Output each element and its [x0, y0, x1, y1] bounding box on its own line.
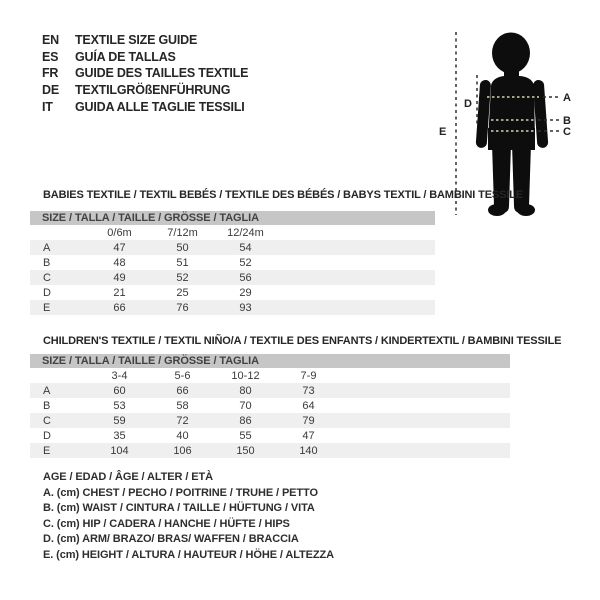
cell-value: 52	[239, 256, 252, 269]
row-label: A	[43, 384, 51, 397]
cell-value: 64	[302, 399, 315, 412]
row-label: C	[43, 271, 51, 284]
figure-label-d: D	[464, 98, 472, 110]
cell-value: 60	[113, 384, 126, 397]
table-row	[30, 398, 510, 413]
column-header: 3-4	[111, 369, 128, 382]
table-row	[30, 300, 435, 315]
lang-code: DE	[42, 83, 59, 98]
lang-row-en	[42, 32, 248, 49]
children-size-header-bar: SIZE / TALLA / TAILLE / GRÖSSE / TAGLIA	[30, 354, 510, 368]
row-label: E	[43, 444, 51, 457]
cell-value: 79	[302, 414, 315, 427]
children-size-table	[30, 354, 510, 458]
lang-label: GUÍA DE TALLAS	[75, 49, 176, 64]
cell-value: 25	[176, 286, 189, 299]
babies-column-header-row	[30, 225, 435, 240]
table-row	[30, 240, 435, 255]
children-column-header-row	[30, 368, 510, 383]
lang-row-es	[42, 49, 248, 66]
cell-value: 80	[239, 384, 252, 397]
cell-value: 106	[173, 444, 192, 457]
cell-value: 52	[176, 271, 189, 284]
legend-item-hip: C. (cm) HIP / CADERA / HANCHE / HÜFTE / HIPS	[43, 517, 290, 530]
legend-age-line: AGE / EDAD / ÂGE / ALTER / ETÀ	[43, 471, 213, 483]
column-header: 12/24m	[227, 226, 264, 239]
cell-value: 47	[113, 241, 126, 254]
lang-code: ES	[42, 49, 59, 64]
cell-value: 51	[176, 256, 189, 269]
lang-label: GUIDE DES TAILLES TEXTILE	[75, 66, 249, 81]
lang-code: FR	[42, 66, 59, 81]
legend-item-height: E. (cm) HEIGHT / ALTURA / HAUTEUR / HÖHE / ALTEZZA	[43, 548, 334, 561]
cell-value: 73	[302, 384, 315, 397]
column-header: 0/6m	[107, 226, 132, 239]
cell-value: 72	[176, 414, 189, 427]
table-row	[30, 285, 435, 300]
legend-item-waist: B. (cm) WAIST / CINTURA / TAILLE / HÜFTUNG / VITA	[43, 502, 315, 514]
figure-label-b: B	[563, 115, 571, 127]
cell-value: 50	[176, 241, 189, 254]
legend-item-chest: A. (cm) CHEST / PECHO / POITRINE / TRUHE / PETTO	[43, 486, 318, 499]
cell-value: 49	[113, 271, 126, 284]
cell-value: 47	[302, 429, 315, 442]
cell-value: 93	[239, 301, 252, 314]
cell-value: 59	[113, 414, 126, 427]
cell-value: 58	[176, 399, 189, 412]
figure-label-c: C	[563, 126, 571, 138]
lang-row-it	[42, 98, 248, 115]
babies-size-table	[30, 211, 435, 315]
cell-value: 54	[239, 241, 252, 254]
figure-label-e: E	[439, 126, 447, 138]
column-header: 5-6	[174, 369, 191, 382]
language-title-list	[42, 32, 248, 115]
row-label: A	[43, 241, 51, 254]
row-label: B	[43, 399, 51, 412]
row-label: E	[43, 301, 51, 314]
cell-value: 70	[239, 399, 252, 412]
lang-code: EN	[42, 33, 59, 48]
cell-value: 56	[239, 271, 252, 284]
cell-value: 53	[113, 399, 126, 412]
column-header: 10-12	[231, 369, 260, 382]
cell-value: 29	[239, 286, 252, 299]
lang-row-fr	[42, 65, 248, 82]
cell-value: 21	[113, 286, 126, 299]
row-label: D	[43, 429, 51, 442]
cell-value: 48	[113, 256, 126, 269]
column-header: 7-9	[300, 369, 317, 382]
lang-code: IT	[42, 99, 53, 114]
lang-row-de	[42, 82, 248, 99]
cell-value: 35	[113, 429, 126, 442]
table-row	[30, 428, 510, 443]
cell-value: 150	[236, 444, 255, 457]
lang-label: TEXTILE SIZE GUIDE	[75, 33, 198, 48]
cell-value: 66	[113, 301, 126, 314]
table-row	[30, 413, 510, 428]
measurement-legend	[43, 470, 334, 563]
row-label: C	[43, 414, 51, 427]
babies-section-heading: BABIES TEXTILE / TEXTIL BEBÉS / TEXTILE DES BÉBÉS / BABYS TEXTIL / BAMBINI TESSILE	[43, 189, 523, 201]
row-label: B	[43, 256, 51, 269]
row-label: D	[43, 286, 51, 299]
cell-value: 55	[239, 429, 252, 442]
lang-label: TEXTILGRÖßENFÜHRUNG	[75, 83, 231, 98]
table-row	[30, 255, 435, 270]
cell-value: 86	[239, 414, 252, 427]
legend-item-arm: D. (cm) ARM/ BRAZO/ BRAS/ WAFFEN / BRACCIA	[43, 533, 299, 545]
figure-label-a: A	[563, 92, 571, 104]
cell-value: 66	[176, 384, 189, 397]
cell-value: 104	[110, 444, 129, 457]
table-row	[30, 443, 510, 458]
cell-value: 140	[299, 444, 318, 457]
table-row	[30, 383, 510, 398]
cell-value: 40	[176, 429, 189, 442]
column-header: 7/12m	[167, 226, 198, 239]
table-row	[30, 270, 435, 285]
babies-size-header-bar: SIZE / TALLA / TAILLE / GRÖSSE / TAGLIA	[30, 211, 435, 225]
cell-value: 76	[176, 301, 189, 314]
lang-label: GUIDA ALLE TAGLIE TESSILI	[75, 99, 245, 114]
children-section-heading: CHILDREN'S TEXTILE / TEXTIL NIÑO/A / TEXTILE DES ENFANTS / KINDERTEXTIL / BAMBINI TESSILE	[43, 335, 562, 347]
